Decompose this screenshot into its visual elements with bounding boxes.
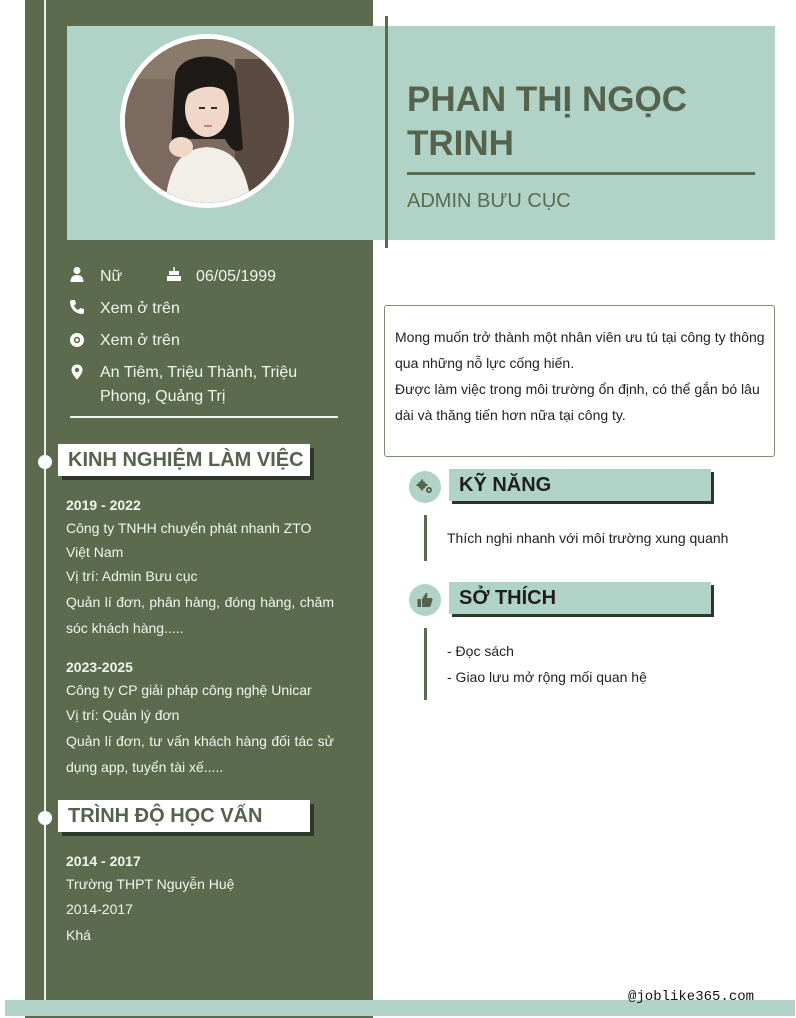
education-period: 2014 - 2017 <box>66 853 141 869</box>
objective-line-2: Được làm việc trong môi trường ổn định, có thể gắn bó lâu dài và thăng tiến hơn nữa tại công ty. <box>395 381 760 423</box>
education-school: Trường THPT Nguyễn Huệ <box>66 876 235 892</box>
address-text: An Tiêm, Triệu Thành, Triệu Phong, Quảng Trị <box>100 364 298 405</box>
phone-icon <box>68 298 86 316</box>
user-icon <box>68 265 86 283</box>
map-marker-icon <box>68 363 86 381</box>
education-grade: Khá <box>66 927 91 943</box>
experience-timeline-dot <box>38 455 52 469</box>
objective-line-1: Mong muốn trở thành một nhân viên ưu tú tại công ty thông qua những nỗ lực cống hiến. <box>395 329 765 371</box>
hobby-item-2: - Giao lưu mở rộng mối quan hệ <box>447 669 647 685</box>
skills-heading: KỸ NĂNG <box>449 469 711 501</box>
job-title: ADMIN BƯU CỤC <box>407 190 571 212</box>
experience-2-position: Vị trí: Quản lý đơn <box>66 707 180 723</box>
timeline-line <box>44 0 46 1002</box>
experience-2-company: Công ty CP giải pháp công nghệ Unicar <box>66 682 312 698</box>
experience-1-position: Vị trí: Admin Bưu cục <box>66 568 198 584</box>
experience-2-period: 2023-2025 <box>66 659 133 675</box>
experience-1-period: 2019 - 2022 <box>66 497 141 513</box>
skills-bar <box>424 515 427 561</box>
birthday-cake-icon <box>165 265 183 283</box>
thumbs-up-icon <box>409 584 441 616</box>
candidate-name: PHAN THỊ NGỌC TRINH <box>407 80 687 163</box>
phone-text: Xem ở trên <box>100 300 180 317</box>
education-heading: TRÌNH ĐỘ HỌC VẤN <box>58 800 310 832</box>
contact-divider <box>70 416 338 418</box>
experience-heading: KINH NGHIỆM LÀM VIỆC <box>58 444 310 476</box>
education-timeline-dot <box>38 811 52 825</box>
skill-item: Thích nghi nhanh với môi trường xung quanh <box>447 530 729 546</box>
education-years: 2014-2017 <box>66 901 133 917</box>
gears-icon <box>409 471 441 503</box>
watermark-text: @joblike365.com <box>628 989 755 1005</box>
objective-box <box>384 305 775 457</box>
gender-text: Nữ <box>100 268 123 285</box>
experience-1-description: Quản lí đơn, phân hàng, đóng hàng, chăm sóc khách hàng..... <box>66 594 334 636</box>
hobbies-bar <box>424 628 427 700</box>
name-underline <box>407 172 755 175</box>
hobby-item-1: - Đọc sách <box>447 643 514 659</box>
email-text: Xem ở trên <box>100 332 180 349</box>
experience-1-company: Công ty TNHH chuyển phát nhanh ZTO Việt Nam <box>66 520 312 560</box>
experience-2-description: Quản lí đơn, tư vấn khách hàng đối tác sử dụng app, tuyển tài xế..... <box>66 733 334 775</box>
birthday-text: 06/05/1999 <box>196 268 277 285</box>
email-icon <box>68 331 86 349</box>
hobbies-heading: SỞ THÍCH <box>449 582 711 614</box>
header-divider <box>385 16 388 248</box>
profile-photo <box>120 34 294 208</box>
